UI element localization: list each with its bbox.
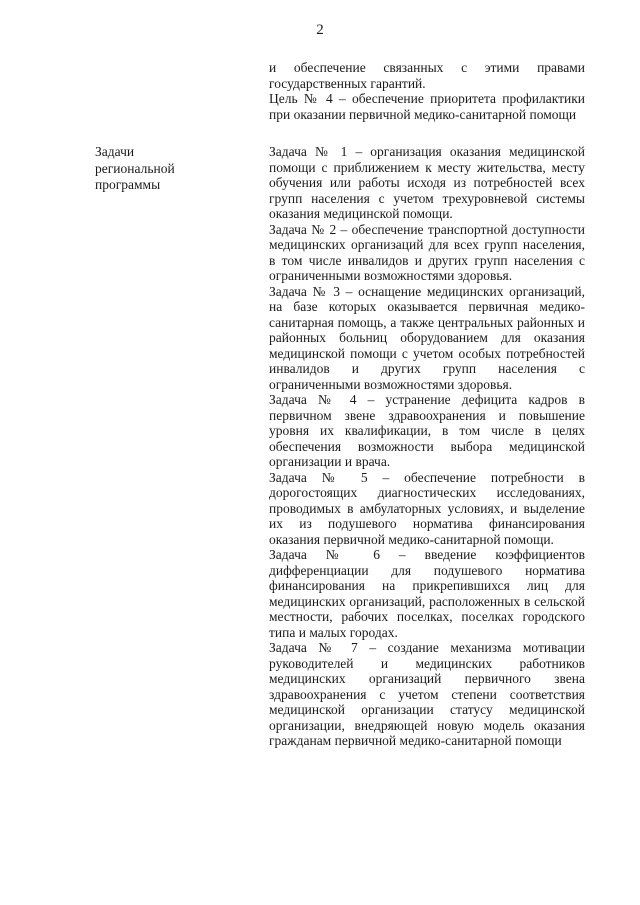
task-7: Задача № 7 – создание механизма мотивации руководителей и медицинских работников медицинских организаций первичного звена здравоохранения с учетом степени соответствия медицинской организации статусу медицинской организации, внедряющей новую модель оказания гражданам первичной медико-санитарной помощи [269,640,585,748]
tasks-list [269,144,585,749]
task-2: Задача № 2 – обеспечение транспортной доступности медицинских организаций для всех групп населения, в том числе инвалидов и других групп населения с ограниченными возможностями здоровья. [269,221,585,283]
page-number: 2 [316,22,324,38]
section-label-line: Задачи [95,144,135,159]
task-5: Задача № 5 – обеспечение потребности в дорогостоящих диагностических исследованиях, проводимых в амбулаторных условиях, и выделение их из подушевого норматива финансирования оказания первичной медико-санитарной помощи. [269,469,585,547]
goal-3-continuation: и обеспечение связанных с этими правами государственных гарантий. [269,60,585,91]
task-1: Задача № 1 – организация оказания медицинской помощи с приближением к месту жительства, месту обучения или работы исходя из потребностей всех групп населения с учетом трехуровневой системы оказания медицинской помощи. [269,144,585,221]
task-6: Задача № 6 – введение коэффициентов дифференциации для подушевого норматива финансирования на прикрепившихся лиц для медицинских организаций, расположенных в сельской местности, рабочих поселках, поселках городского типа и малых городах. [269,547,585,640]
section-label-line: программы [95,177,161,192]
task-4: Задача № 4 – устранение дефицита кадров в первичном звене здравоохранения и повышение уровня их квалификации, в том числе в целях обеспечения возможности выбора медицинской организации и врача. [269,392,585,469]
goals-continuation [269,60,585,122]
goal-4: Цель № 4 – обеспечение приоритета профилактики при оказании первичной медико-санитарной помощи [269,91,585,122]
section-label [95,144,215,194]
section-label-line: региональной [95,160,175,176]
task-3: Задача № 3 – оснащение медицинских организаций, на базе которых оказывается первичная медико-санитарная помощь, а также центральных районных и районных больниц оборудованием для оказания медицинской помощи с учетом особых потребностей инвалидов и других групп населения с ограниченными возможностями здоровья. [269,283,585,392]
